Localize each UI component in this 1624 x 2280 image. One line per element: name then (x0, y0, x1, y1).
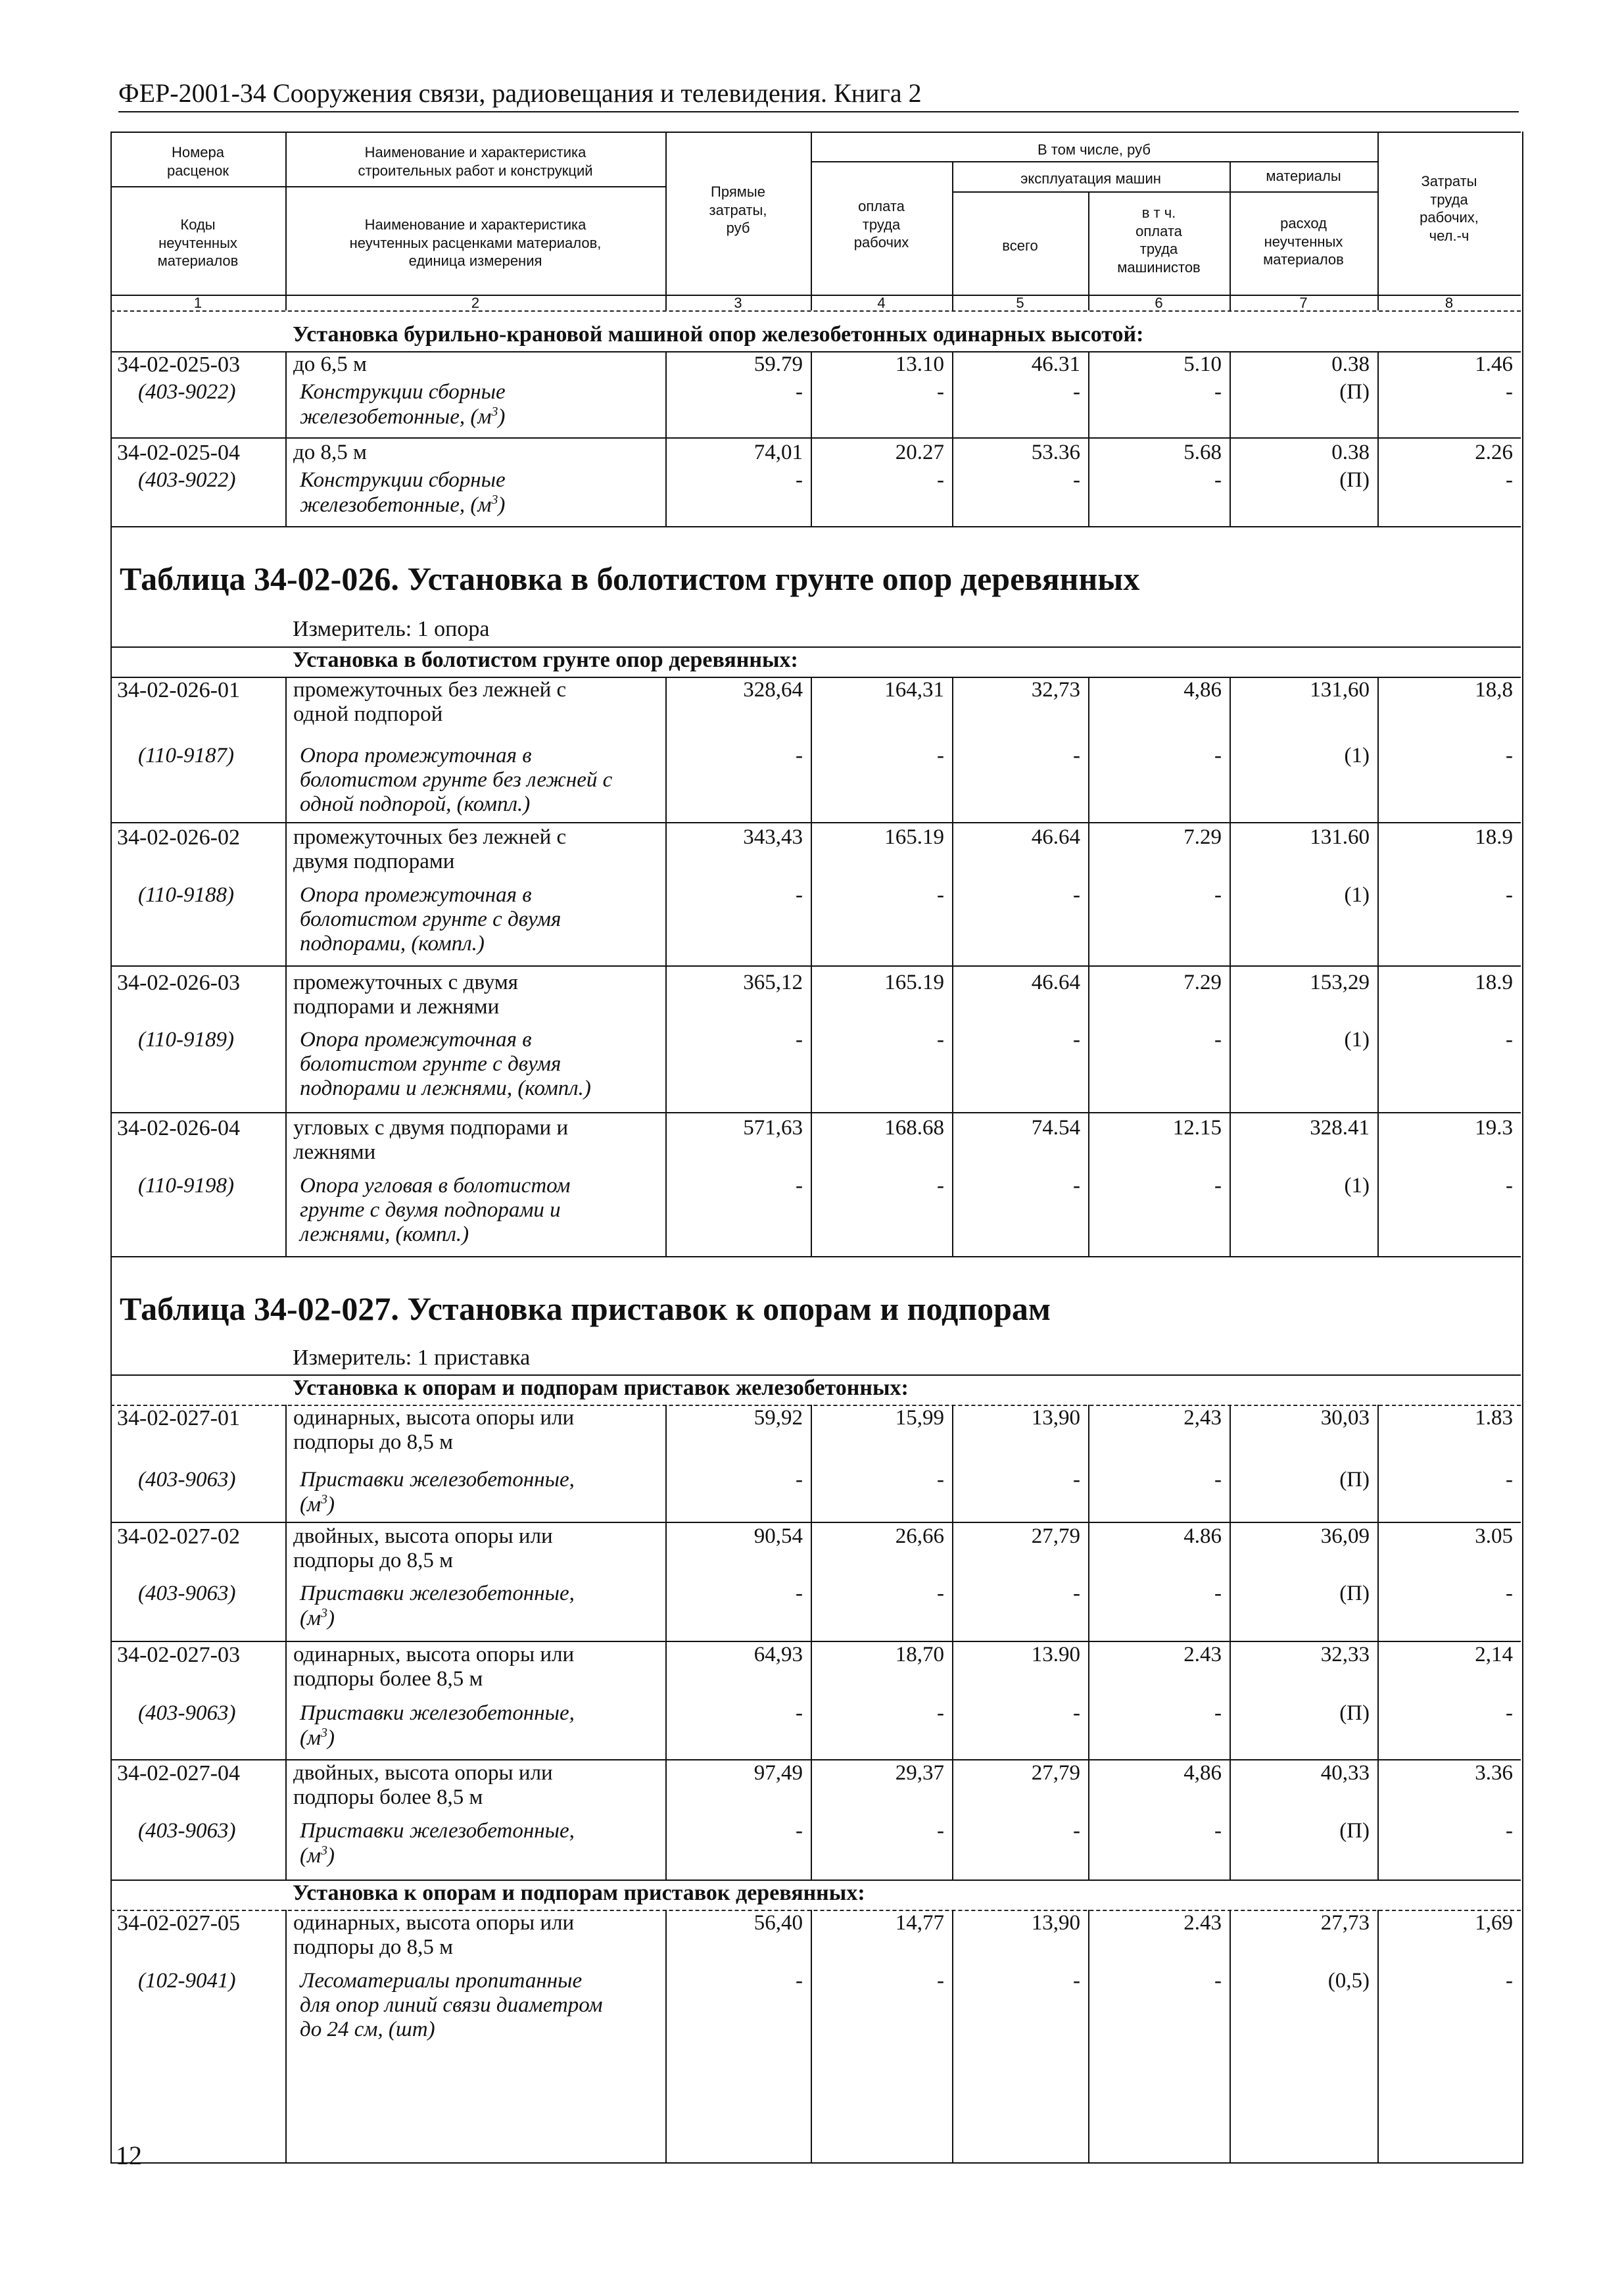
material-code: (110-9189) (138, 1028, 235, 1052)
rate-description: одинарных, высота опоры или подпоры до 8,5 м (293, 1911, 575, 1959)
value-col-8: 18,8 (1475, 678, 1513, 702)
value-col-6: 5.68 (1183, 441, 1222, 464)
rate-code: 34-02-027-03 (117, 1643, 240, 1667)
rate-code: 34-02-026-01 (117, 678, 240, 702)
material-code: (403-9063) (138, 1819, 236, 1843)
material-description: Конструкции сборные железобетонные, $(м^3)$ (300, 380, 506, 429)
value-col-8: 18.9 (1475, 971, 1513, 994)
rate-description: двойных, высота опоры или подпоры до 8,5 м (293, 1524, 553, 1572)
value-col-3: 328,64 (743, 678, 803, 702)
value-col-7: 131,60 (1310, 678, 1370, 702)
material-col-6: - (1214, 1701, 1222, 1725)
material-col-5: - (1073, 468, 1080, 492)
header-v-tom-chisle: В том числе, руб (1038, 141, 1151, 158)
column-number: 6 (1155, 295, 1163, 311)
material-col-5: - (1073, 1701, 1080, 1725)
value-col-6: 12.15 (1172, 1116, 1222, 1140)
material-col-6: - (1214, 744, 1222, 767)
value-col-3: 343,43 (743, 825, 803, 849)
table-title: Таблица 34-02-027. Установка приставок к опорам и подпорам (120, 1290, 1051, 1327)
material-description: Опора промежуточная в болотистом грунте с двумя подпорами, (компл.) (300, 883, 561, 956)
material-col-3: - (796, 468, 803, 492)
value-col-6: 2.43 (1183, 1911, 1222, 1935)
material-code: (110-9188) (138, 883, 235, 907)
page-number: 12 (116, 2141, 142, 2170)
header-vsego: всего (1002, 237, 1038, 254)
header-naim-top: Наименование и характеристика строительных работ и конструкций (358, 144, 593, 179)
material-description: Приставки железобетонные, $(м^3)$ (300, 1468, 575, 1516)
value-col-5: 46.64 (1031, 971, 1080, 994)
material-col-4: - (937, 468, 944, 492)
value-col-4: 13.10 (895, 352, 944, 376)
material-description: Приставки железобетонные, $(м^3)$ (300, 1582, 575, 1630)
material-col-6: - (1214, 1969, 1222, 1993)
column-rule (1088, 351, 1089, 526)
column-rule (1230, 351, 1231, 526)
material-col-5: - (1073, 883, 1080, 907)
value-col-7: 30,03 (1320, 1406, 1370, 1430)
material-col-6: - (1214, 468, 1222, 492)
value-col-5: 53.36 (1031, 441, 1080, 464)
column-number: 7 (1299, 295, 1308, 311)
header-ekspluatacia: эксплуатация машин (1020, 170, 1161, 187)
value-col-3: 74,01 (753, 441, 803, 464)
material-col-6: - (1214, 883, 1222, 907)
material-code: (102-9041) (138, 1969, 236, 1993)
material-col-8: - (1506, 744, 1513, 767)
value-col-8: 19.3 (1475, 1116, 1513, 1140)
material-col-3: - (796, 744, 803, 767)
header-split-rule (285, 186, 665, 187)
value-col-7: 0.38 (1331, 352, 1370, 376)
value-col-4: 164,31 (884, 678, 944, 702)
material-col-8: - (1506, 1701, 1513, 1725)
value-col-7: 27,73 (1320, 1911, 1370, 1935)
value-col-8: 18.9 (1475, 825, 1513, 849)
material-col-7: (1) (1344, 883, 1370, 907)
row-rule (110, 526, 1521, 527)
material-col-7: (П) (1339, 1468, 1370, 1492)
value-col-3: 64,93 (753, 1643, 803, 1666)
material-col-7: (П) (1339, 1819, 1370, 1843)
value-col-5: 46.31 (1031, 352, 1080, 376)
value-col-4: 168.68 (884, 1116, 944, 1140)
column-rule (285, 1910, 287, 2162)
value-col-4: 26,66 (895, 1524, 944, 1548)
material-col-5: - (1073, 1582, 1080, 1605)
header-materialy: материалы (1266, 168, 1341, 184)
material-col-8: - (1506, 1468, 1513, 1492)
value-col-7: 131.60 (1310, 825, 1370, 849)
table-measure: Измеритель: 1 опора (293, 617, 490, 641)
value-col-8: 1,69 (1475, 1911, 1513, 1935)
row-rule (110, 1641, 1521, 1642)
value-col-7: 328.41 (1310, 1116, 1370, 1140)
rate-description: одинарных, высота опоры или подпоры до 8,5 м (293, 1406, 575, 1454)
value-col-6: 4,86 (1183, 678, 1222, 702)
value-col-5: 74.54 (1031, 1116, 1080, 1140)
material-col-4: - (937, 1701, 944, 1725)
material-col-7: (1) (1344, 744, 1370, 767)
rate-code: 34-02-027-01 (117, 1406, 240, 1430)
column-number: 3 (734, 295, 742, 311)
rate-description: промежуточных без лежней с одной подпорой (293, 678, 567, 726)
material-code: (403-9022) (138, 468, 236, 492)
value-col-6: 4.86 (1183, 1524, 1222, 1548)
column-rule (952, 351, 953, 526)
header-oplata: оплата труда рабочих (853, 198, 909, 251)
column-number: 5 (1016, 295, 1024, 311)
header-split-rule (110, 186, 285, 187)
material-col-7: (0,5) (1327, 1969, 1370, 1993)
value-col-6: 7.29 (1183, 825, 1222, 849)
material-col-6: - (1214, 1582, 1222, 1605)
value-col-6: 5.10 (1183, 352, 1222, 376)
material-col-8: - (1506, 1819, 1513, 1843)
column-rule (952, 1910, 953, 2162)
material-col-4: - (937, 1819, 944, 1843)
row-rule (110, 1112, 1521, 1113)
rate-code: 34-02-025-03 (117, 352, 240, 377)
value-col-3: 59,92 (753, 1406, 803, 1430)
row-rule (110, 1759, 1521, 1760)
material-col-8: - (1506, 883, 1513, 907)
rate-description: одинарных, высота опоры или подпоры более 8,5 м (293, 1643, 575, 1691)
material-col-5: - (1073, 1468, 1080, 1492)
material-col-3: - (796, 1174, 803, 1198)
value-col-8: 3.05 (1475, 1524, 1513, 1548)
header-group-rule (811, 161, 1377, 162)
rate-description: промежуточных с двумя подпорами и лежнями (293, 971, 518, 1019)
rate-description: промежуточных без лежней с двумя подпорами (293, 825, 567, 873)
header-rashod: расход неучтенных материалов (1263, 215, 1344, 268)
material-col-4: - (937, 1028, 944, 1052)
value-col-3: 90,54 (753, 1524, 803, 1548)
material-col-8: - (1506, 1174, 1513, 1198)
material-code: (110-9198) (138, 1174, 235, 1198)
column-rule (285, 351, 287, 526)
table-measure: Измеритель: 1 приставка (293, 1346, 531, 1370)
value-col-5: 27,79 (1031, 1524, 1080, 1548)
material-description: Конструкции сборные железобетонные, $(м^3)$ (300, 468, 506, 517)
column-rule (1377, 1910, 1379, 2162)
material-col-4: - (937, 1582, 944, 1605)
value-col-4: 165.19 (884, 971, 944, 994)
material-description: Опора угловая в болотистом грунте с двумя подпорами и лежнями, (компл.) (300, 1174, 571, 1246)
value-col-3: 365,12 (743, 971, 803, 994)
material-description: Лесоматериалы пропитанные для опор линий связи диаметром до 24 см, (шт) (300, 1969, 603, 2041)
value-col-5: 13.90 (1031, 1643, 1080, 1666)
column-rule (285, 1405, 287, 1880)
row-rule (110, 822, 1521, 823)
material-col-3: - (796, 380, 803, 404)
material-col-6: - (1214, 1174, 1222, 1198)
material-col-8: - (1506, 468, 1513, 492)
column-rule (811, 351, 812, 526)
material-col-6: - (1214, 1819, 1222, 1843)
column-rule (1230, 1910, 1231, 2162)
row-rule (110, 437, 1521, 439)
value-col-5: 13,90 (1031, 1911, 1080, 1935)
rate-description: угловых с двумя подпорами и лежнями (293, 1116, 569, 1164)
value-col-3: 59.79 (753, 352, 803, 376)
value-col-7: 153,29 (1310, 971, 1370, 994)
value-col-3: 56,40 (753, 1911, 803, 1935)
material-description: Опора промежуточная в болотистом грунте без лежней с одной подпорой, (компл.) (300, 744, 613, 816)
value-col-7: 36,09 (1320, 1524, 1370, 1548)
value-col-5: 27,79 (1031, 1761, 1080, 1785)
value-col-4: 20.27 (895, 441, 944, 464)
material-col-6: - (1214, 1028, 1222, 1052)
material-col-7: (1) (1344, 1174, 1370, 1198)
material-col-5: - (1073, 1174, 1080, 1198)
rate-description: до 8,5 м (293, 441, 367, 464)
rate-description: двойных, высота опоры или подпоры более 8,5 м (293, 1761, 553, 1809)
material-col-5: - (1073, 1969, 1080, 1993)
value-col-3: 571,63 (743, 1116, 803, 1140)
value-col-7: 40,33 (1320, 1761, 1370, 1785)
material-col-3: - (796, 1819, 803, 1843)
value-col-4: 29,37 (895, 1761, 944, 1785)
material-col-7: (1) (1344, 1028, 1370, 1052)
header-pryamye: Прямые затраты, руб (709, 183, 767, 236)
header-naim-bottom: Наименование и характеристика неучтенных расценками материалов, единица измерения (349, 216, 602, 269)
value-col-7: 0.38 (1331, 441, 1370, 464)
column-rule (1088, 1910, 1089, 2162)
rate-code: 34-02-026-02 (117, 825, 240, 850)
material-col-3: - (796, 1582, 803, 1605)
header-group-rule (952, 191, 1377, 193)
material-col-5: - (1073, 1819, 1080, 1843)
header-kody: Коды неучтенных материалов (157, 216, 239, 269)
value-col-6: 7.29 (1183, 971, 1222, 994)
material-col-4: - (937, 883, 944, 907)
value-col-6: 2.43 (1183, 1643, 1222, 1666)
material-col-3: - (796, 1468, 803, 1492)
header-top-rule (110, 132, 1521, 133)
rate-code: 34-02-027-02 (117, 1524, 240, 1549)
column-number: 4 (877, 295, 886, 311)
value-col-3: 97,49 (753, 1761, 803, 1785)
material-col-7: (П) (1339, 380, 1370, 404)
column-number: 8 (1445, 295, 1454, 311)
column-rule (1377, 351, 1379, 526)
material-code: (403-9063) (138, 1468, 236, 1492)
material-col-4: - (937, 744, 944, 767)
material-col-5: - (1073, 744, 1080, 767)
rate-code: 34-02-026-04 (117, 1116, 240, 1140)
running-head: ФЕР-2001-34 Сооружения связи, радиовещания и телевидения. Книга 2 (118, 78, 1519, 112)
rate-code: 34-02-025-04 (117, 441, 240, 465)
section-heading: Установка к опорам и подпорам приставок деревянных: (293, 1881, 865, 1905)
rate-code: 34-02-027-04 (117, 1761, 240, 1785)
column-rule (811, 1910, 812, 2162)
value-col-6: 2,43 (1183, 1406, 1222, 1430)
value-col-8: 1.83 (1475, 1406, 1513, 1430)
value-col-8: 2,14 (1475, 1643, 1513, 1666)
material-col-8: - (1506, 380, 1513, 404)
value-col-5: 13,90 (1031, 1406, 1080, 1430)
value-col-7: 32,33 (1320, 1643, 1370, 1666)
value-col-4: 14,77 (895, 1911, 944, 1935)
material-col-4: - (937, 1174, 944, 1198)
value-col-4: 15,99 (895, 1406, 944, 1430)
material-col-3: - (796, 1701, 803, 1725)
section-heading: Установка к опорам и подпорам приставок железобетонных: (293, 1376, 909, 1400)
value-col-8: 3.36 (1475, 1761, 1513, 1785)
material-description: Приставки железобетонные, $(м^3)$ (300, 1819, 575, 1868)
material-col-6: - (1214, 380, 1222, 404)
material-description: Приставки железобетонные, $(м^3)$ (300, 1701, 575, 1750)
header-zatraty: Затраты труда рабочих, чел.-ч (1420, 173, 1479, 244)
value-col-4: 165.19 (884, 825, 944, 849)
material-col-8: - (1506, 1028, 1513, 1052)
material-col-5: - (1073, 380, 1080, 404)
material-col-5: - (1073, 1028, 1080, 1052)
material-col-3: - (796, 883, 803, 907)
header-nomera: Номера расценок (166, 144, 229, 179)
value-col-5: 32,73 (1031, 678, 1080, 702)
row-rule (110, 1256, 1521, 1257)
material-code: (110-9187) (138, 744, 235, 767)
value-col-5: 46.64 (1031, 825, 1080, 849)
material-col-3: - (796, 1969, 803, 1993)
value-col-8: 2.26 (1475, 441, 1513, 464)
material-col-8: - (1506, 1582, 1513, 1605)
table-title: Таблица 34-02-026. Установка в болотистом грунте опор деревянных (120, 560, 1140, 597)
column-number: 1 (193, 295, 203, 311)
material-col-7: (П) (1339, 1582, 1370, 1605)
material-col-8: - (1506, 1969, 1513, 1993)
material-col-3: - (796, 1028, 803, 1052)
value-col-6: 4,86 (1183, 1761, 1222, 1785)
column-number: 2 (471, 295, 480, 311)
material-col-4: - (937, 380, 944, 404)
material-col-7: (П) (1339, 1701, 1370, 1725)
value-col-4: 18,70 (895, 1643, 944, 1666)
material-code: (403-9063) (138, 1582, 236, 1605)
rate-code: 34-02-026-03 (117, 971, 240, 995)
rate-code: 34-02-027-05 (117, 1911, 240, 1935)
section-heading: Установка в болотистом грунте опор деревянных: (293, 648, 798, 672)
material-col-4: - (937, 1969, 944, 1993)
row-rule (110, 965, 1521, 967)
header-vtch: в т ч. оплата труда машинистов (1117, 205, 1201, 276)
material-col-6: - (1214, 1468, 1222, 1492)
material-description: Опора промежуточная в болотистом грунте с двумя подпорами и лежнями, (компл.) (300, 1028, 591, 1100)
material-code: (403-9063) (138, 1701, 236, 1725)
material-col-4: - (937, 1468, 944, 1492)
row-rule (110, 1522, 1521, 1523)
material-code: (403-9022) (138, 380, 236, 404)
rate-description: до 6,5 м (293, 352, 367, 376)
material-col-7: (П) (1339, 468, 1370, 492)
section-heading: Установка бурильно-крановой машиной опор железобетонных одинарных высотой: (293, 322, 1144, 347)
value-col-8: 1.46 (1475, 352, 1513, 376)
